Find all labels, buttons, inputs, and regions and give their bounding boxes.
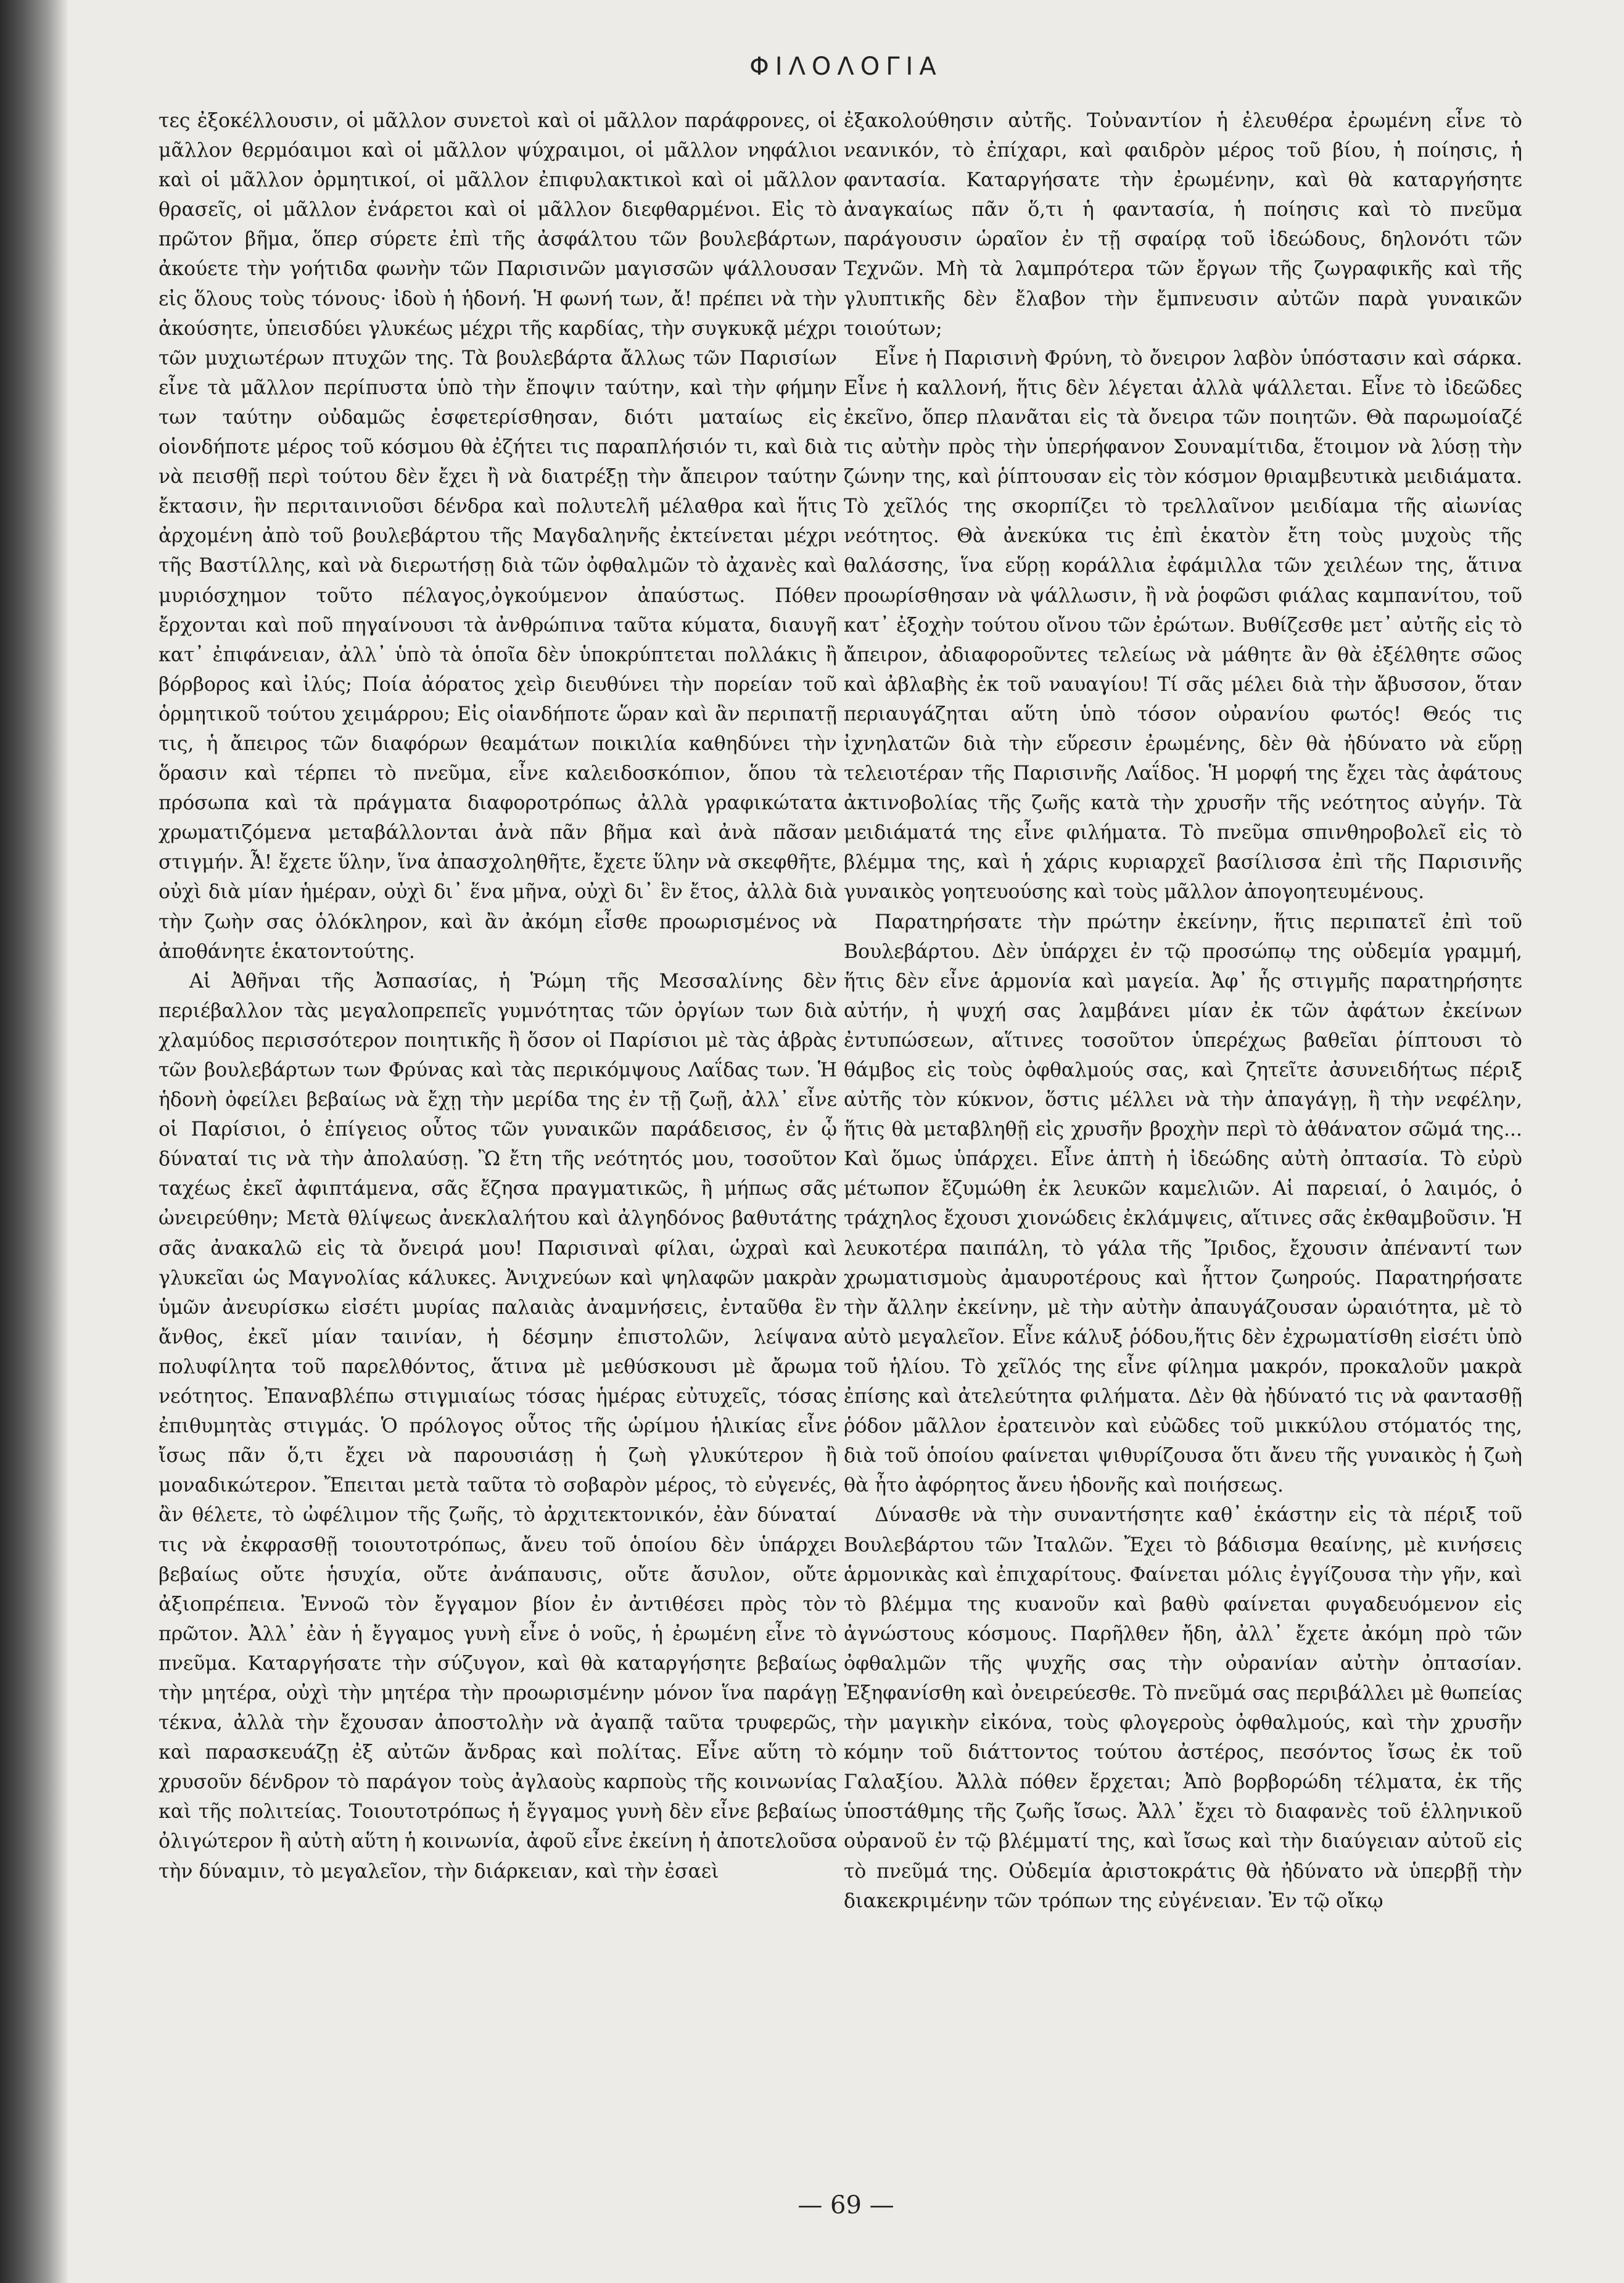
right-column xyxy=(844,106,1522,1916)
paragraph: τες ἐξοκέλλουσιν, οἱ μᾶλλον συνετοὶ καὶ οἱ μᾶλλον παράφρονες, οἱ μᾶλλον θερμόαιμοι καὶ οἱ μᾶλλον ψύχραιμοι, οἱ μᾶλλον νηφάλιοι καὶ οἱ μᾶλλον ὀρμητικοί, οἱ μᾶλλον ἐπιφυλακτικοὶ καὶ οἱ μᾶλλον θρασεῖς, οἱ μᾶλλον ἐνάρετοι καὶ οἱ μᾶλλον διεφθαρμένοι. Εἰς τὸ πρῶτον βῆμα, ὅπερ σύρετε ἐπὶ τῆς ἀσφάλτου τῶν βουλεβάρτων, ἀκούετε τὴν γοήτιδα φωνὴν τῶν Παρισινῶν μαγισσῶν ψάλλουσαν εἰς ὅλους τοὺς τόνους· ἰδοὺ ἡ ἡδονή. Ἡ φωνή των, ἄ! πρέπει νὰ τὴν ἀκούσητε, ὑπεισδύει γλυκέως μέχρι τῆς καρδίας, τὴν συγκυκᾷ μέχρι τῶν μυχιωτέρων πτυχῶν της. Τὰ βουλεβάρτα ἄλλως τῶν Παρισίων εἶνε τὰ μᾶλλον περίπυστα ὑπὸ τὴν ἔποψιν ταύτην, καὶ τὴν φήμην των ταύτην οὐδαμῶς ἐσφετερίσθησαν, διότι ματαίως εἰς οἱονδήποτε μέρος τοῦ κόσμου θὰ ἐζήτει τις παραπλήσιόν τι, καὶ διὰ νὰ πεισθῇ περὶ τούτου δὲν ἔχει ἢ νὰ διατρέξῃ τὴν ἄπειρον ταύτην ἔκτασιν, ἣν περιταινιοῦσι δένδρα καὶ πολυτελῆ μέλαθρα καὶ ἥτις ἀρχομένη ἀπὸ τοῦ βουλεβάρτου τῆς Μαγδαληνῆς ἐκτείνεται μέχρι τῆς Βαστίλλης, καὶ νὰ διερωτήσῃ διὰ τῶν ὀφθαλμῶν τὸ ἀχανὲς καὶ μυριόσχημον τοῦτο πέλαγος,ὀγκούμενον ἀπαύστως. Πόθεν ἔρχονται καὶ ποῦ πηγαίνουσι τὰ ἀνθρώπινα ταῦτα κύματα, διαυγῆ κατ᾽ ἐπιφάνειαν, ἀλλ᾽ ὑπὸ τὰ ὁποῖα δὲν ὑποκρύπτεται πολλάκις ἢ βόρβορος καὶ ἰλύς; Ποία ἀόρατος χεὶρ διευθύνει τὴν πορείαν τοῦ ὁρμητικοῦ τούτου χειμάρρου; Εἰς οἱανδήποτε ὥραν καὶ ἂν περιπατῇ τις, ἡ ἄπειρος τῶν διαφόρων θεαμάτων ποικιλία καθηδύνει τὴν ὅρασιν καὶ τέρπει τὸ πνεῦμα, εἶνε καλειδοσκόπιον, ὅπου τὰ πρόσωπα καὶ τὰ πράγματα διαφοροτρόπως ἀλλὰ γραφικώτατα χρωματιζόμενα μεταβάλλονται ἀνὰ πᾶν βῆμα καὶ ἀνὰ πᾶσαν στιγμήν. Ἆ! ἔχετε ὕλην, ἵνα ἀπασχοληθῆτε, ἔχετε ὕλην νὰ σκεφθῆτε, οὐχὶ διὰ μίαν ἡμέραν, οὐχὶ δι᾽ ἕνα μῆνα, οὐχὶ δι᾽ ἓν ἔτος, ἀλλὰ διὰ τὴν ζωὴν σας ὁλόκληρον, καὶ ἂν ἀκόμη εἶσθε προωρισμένος νὰ ἀποθάνητε ἑκατοντούτης. xyxy=(159,110,837,963)
paragraph: Εἶνε ἡ Παρισινὴ Φρύνη, τὸ ὄνειρον λαβὸν ὑπόστασιν καὶ σάρκα. Εἶνε ἡ καλλονή, ἥτις δὲν λέγεται ἀλλὰ ψάλλεται. Εἶνε τὸ ἰδεῶδες ἐκεῖνο, ὅπερ πλανᾶται εἰς τὰ ὄνειρα τῶν ποιητῶν. Θὰ παρωμοίαζέ τις αὐτὴν πρὸς τὴν ὑπερήφανον Σουναμίτιδα, ἕτοιμον νὰ λύσῃ τὴν ζώνην της, καὶ ῥίπτουσαν εἰς τὸν κόσμον θριαμβευτικὰ μειδιάματα. Τὸ χεῖλός της σκορπίζει τὸ τρελλαῖνον μειδίαμα τῆς αἰωνίας νεότητος. Θὰ ἀνεκύκα τις ἐπὶ ἑκατὸν ἔτη τοὺς μυχοὺς τῆς θαλάσσης, ἵνα εὕρῃ κοράλλια ἐφάμιλλα τῶν χειλέων της, ἅτινα προωρίσθησαν νὰ ψάλλωσιν, ἢ νὰ ῥοφῶσι φιάλας καμπανίτου, τοῦ κατ᾽ ἐξοχὴν τούτου οἴνου τῶν ἐρώτων. Βυθίζεσθε μετ᾽ αὐτῆς εἰς τὸ ἄπειρον, ἀδιαφοροῦντες τελείως νὰ μάθητε ἂν θὰ ἐξέλθητε σῶος καὶ ἀβλαβὴς ἐκ τοῦ ναυαγίου! Τί σᾶς μέλει διὰ τὴν ἄβυσσον, ὅταν περιαυγάζηται αὕτη ὑπὸ τόσον οὐρανίου φωτός! Θεός τις ἰχνηλατῶν διὰ τὴν εὕρεσιν ἐρωμένης, δὲν θὰ ἠδύνατο νὰ εὕρῃ τελειοτέραν τῆς Παρισινῆς Λαΐδος. Ἡ μορφή της ἔχει τὰς ἀφάτους ἀκτινοβολίας τῆς ζωῆς κατὰ τὴν χρυσῆν τῆς νεότητος αὐγήν. Τὰ μειδιάματά της εἶνε φιλήματα. Τὸ πνεῦμα σπινθηροβολεῖ εἰς τὸ βλέμμα της, καὶ ἡ χάρις κυριαρχεῖ βασίλισσα ἐπὶ τῆς Παρισινῆς γυναικὸς γοητευούσης καὶ τοὺς μᾶλλον ἀπογοητευμένους. xyxy=(844,347,1522,904)
paragraph: Αἱ Ἀθῆναι τῆς Ἀσπασίας, ἡ Ῥώμη τῆς Μεσσαλίνης δὲν περιέβαλλον τὰς μεγαλοπρεπεῖς γυμνότητας τῶν ὀργίων των διὰ χλαμύδος περισσότερον ποιητικῆς ἢ ὅσον οἱ Παρίσιοι μὲ τὰς ἁβρὰς τῶν βουλεβάρτων των Φρύνας καὶ τὰς περικόμψους Λαΐδας των. Ἡ ἡδονὴ ὀφείλει βεβαίως νὰ ἔχῃ τὴν μερίδα της ἐν τῇ ζωῇ, ἀλλ᾽ εἶνε οἱ Παρίσιοι, ὁ ἐπίγειος οὗτος τῶν γυναικῶν παράδεισος, ἐν ᾧ δύναταί τις νὰ τὴν ἀπολαύσῃ. Ὢ ἔτη τῆς νεότητός μου, τοσοῦτον ταχέως ἐκεῖ ἀφιπτάμενα, σᾶς ἔζησα πραγματικῶς, ἢ μήπως σᾶς ὠνειρεύθην; Μετὰ θλίψεως ἀνεκλαλήτου καὶ ἀλγηδόνος βαθυτάτης σᾶς ἀνακαλῶ εἰς τὰ ὄνειρά μου! Παρισιναὶ φίλαι, ὡχραὶ καὶ γλυκεῖαι ὡς Μαγνολίας κάλυκες. Ἀνιχνεύων καὶ ψηλαφῶν μακρὰν ὑμῶν ἀνευρίσκω εἰσέτι μυρίας παλαιὰς ἀναμνήσεις, ἐνταῦθα ἓν ἄνθος, ἐκεῖ μίαν ταινίαν, ἡ δέσμην ἐπιστολῶν, λείψανα πολυφίλητα τοῦ παρελθόντος, ἅτινα μὲ μεθύσκουσι μὲ ἄρωμα νεότητος. Ἐπαναβλέπω στιγμιαίως τόσας ἡμέρας εὐτυχεῖς, τόσας ἐπιθυμητὰς στιγμάς. Ὁ πρόλογος οὗτος τῆς ὡρίμου ἡλικίας εἶνε ἴσως πᾶν ὅ,τι ἔχει νὰ παρουσιάσῃ ἡ ζωὴ γλυκύτερον ἢ μοναδικώτερον. Ἔπειται μετὰ ταῦτα τὸ σοβαρὸν μέρος, τὸ εὐγενές, ἂν θέλετε, τὸ ὠφέλιμον τῆς ζωῆς, τὸ ἀρχιτεκτονικόν, ἐὰν δύναταί τις νὰ ἐκφρασθῇ τοιουτοτρόπως, ἄνευ τοῦ ὁποίου δὲν ὑπάρχει βεβαίως οὔτε ἡσυχία, οὔτε ἀνάπαυσις, οὔτε ἄσυλον, οὔτε ἀξιοπρέπεια. Ἐννοῶ τὸν ἔγγαμον βίον ἐν ἀντιθέσει πρὸς τὸν πρῶτον. Ἀλλ᾽ ἐὰν ἡ ἔγγαμος γυνὴ εἶνε ὁ νοῦς, ἡ ἐρωμένη εἶνε τὸ πνεῦμα. Καταργήσατε τὴν σύζυγον, καὶ θὰ καταργήσητε βεβαίως τὴν μητέρα, οὐχὶ τὴν μητέρα τὴν προωρισμένην μόνον ἵνα παράγῃ τέκνα, ἀλλὰ τὴν ἔχουσαν ἀποστολὴν νὰ ἀγαπᾷ ταῦτα τρυφερῶς, καὶ παρασκευάζῃ ἐξ αὐτῶν ἄνδρας καὶ πολίτας. Εἶνε αὕτη τὸ χρυσοῦν δένδρον τὸ παράγον τοὺς ἀγλαοὺς καρποὺς τῆς κοινωνίας καὶ τῆς πολιτείας. Τοιουτοτρόπως ἡ ἔγγαμος γυνὴ δὲν εἶνε βεβαίως ὀλιγώτερον ἢ αὐτὴ αὕτη ἡ κοινωνία, ἀφοῦ εἶνε ἐκείνη ἡ ἀποτελοῦσα τὴν δύναμιν, τὸ μεγαλεῖον, τὴν διάρκειαν, καὶ τὴν ἐσαεὶ xyxy=(159,970,837,1883)
paragraph: Δύνασθε νὰ τὴν συναντήσητε καθ᾽ ἑκάστην εἰς τὰ πέριξ τοῦ Βουλεβάρτου τῶν Ἰταλῶν. Ἔχει τὸ βάδισμα θεαίνης, μὲ κινήσεις ἁρμονικὰς καὶ ἐπιχαρίτους. Φαίνεται μόλις ἐγγίζουσα τὴν γῆν, καὶ τὸ βλέμμα της κυανοῦν καὶ βαθὺ φαίνεται φυγαδευόμενον εἰς ἀγνώστους κόσμους. Παρῆλθεν ἤδη, ἀλλ᾽ ἔχετε ἀκόμη πρὸ τῶν ὀφθαλμῶν τῆς ψυχῆς σας τὴν οὐρανίαν αὐτὴν ὀπτασίαν. Ἐξηφανίσθη καὶ ὀνειρεύεσθε. Τὸ πνεῦμά σας περιβάλλει μὲ θωπείας τὴν μαγικὴν εἰκόνα, τοὺς φλογεροὺς ὀφθαλμούς, καὶ τὴν χρυσῆν κόμην τοῦ διάττοντος τούτου ἀστέρος, πεσόντος ἴσως ἐκ τοῦ Γαλαξίου. Ἀλλὰ πόθεν ἔρχεται; Ἀπὸ βορβορώδη τέλματα, ἐκ τῆς ὑποστάθμης τῆς ζωῆς ἴσως. Ἀλλ᾽ ἔχει τὸ διαφανὲς τοῦ ἑλληνικοῦ οὐρανοῦ ἐν τῷ βλέμματί της, καὶ ἴσως καὶ τὴν διαύγειαν αὐτοῦ εἰς τὸ πνεῦμά της. Οὐδεμία ἀριστοκράτις θὰ ἠδύνατο νὰ ὑπερβῇ τὴν διακεκριμένην τῶν τρόπων της εὐγένειαν. Ἐν τῷ οἴκῳ xyxy=(844,1504,1522,1912)
paragraph: ἐξακολούθησιν αὐτῆς. Τοὐναντίον ἡ ἐλευθέρα ἐρωμένη εἶνε τὸ νεανικόν, τὸ ἐπίχαρι, καὶ φαιδρὸν μέρος τοῦ βίου, ἡ ποίησις, ἡ φαντασία. Καταργήσατε τὴν ἐρωμένην, καὶ θὰ καταργήσητε ἀναγκαίως πᾶν ὅ,τι ἡ φαντασία, ἡ ποίησις καὶ τὸ πνεῦμα παράγουσιν ὡραῖον ἐν τῇ σφαίρᾳ τοῦ ἰδεώδους, δηλονότι τῶν Τεχνῶν. Μὴ τὰ λαμπρότερα τῶν ἔργων τῆς ζωγραφικῆς καὶ τῆς γλυπτικῆς δὲν ἔλαβον τὴν ἔμπνευσιν αὐτῶν παρὰ γυναικῶν τοιούτων; xyxy=(844,110,1522,340)
binding-shadow xyxy=(0,0,68,2283)
left-column xyxy=(159,106,837,1886)
paragraph: Παρατηρήσατε τὴν πρώτην ἐκείνην, ἥτις περιπατεῖ ἐπὶ τοῦ Βουλεβάρτου. Δὲν ὑπάρχει ἐν τῷ προσώπῳ της οὐδεμία γραμμή, ἥτις δὲν εἶνε ἁρμονία καὶ μαγεία. Ἀφ᾽ ἧς στιγμῆς παρατηρήσητε αὐτήν, ἡ ψυχή σας λαμβάνει μίαν ἐκ τῶν ἀφάτων ἐκείνων ἐντυπώσεων, αἵτινες τοσοῦτον ὑπερέχως βαθεῖαι ῥίπτουσι τὸ θάμβος εἰς τοὺς ὀφθαλμούς σας, καὶ ζητεῖτε ἀσυνειδήτως πέριξ αὐτῆς τὸν κύκνον, ὅστις μέλλει νὰ τὴν ἀπαγάγῃ, ἢ τὴν νεφέλην, ἥτις θὰ μεταβληθῇ εἰς χρυσῆν βροχὴν περὶ τὸ ἀθάνατον σῶμά της... Καὶ ὅμως ὑπάρχει. Εἶνε ἁπτὴ ἡ ἰδεώδης αὐτὴ ὀπτασία. Τὸ εὐρὺ μέτωπον ἔζυμώθη ἐκ λευκῶν καμελιῶν. Αἱ παρειαί, ὁ λαιμός, ὁ τράχηλος ἔχουσι χιονώδεις ἐκλάμψεις, αἵτινες σᾶς ἐκθαμβοῦσιν. Ἡ λευκοτέρα παιπάλη, τὸ γάλα τῆς Ἴριδος, ἔχουσιν ἀπέναντί των χρωματισμοὺς ἀμαυροτέρους καὶ ἧττον ζωηρούς. Παρατηρήσατε τὴν ἄλλην ἐκείνην, μὲ τὴν αὐτὴν ἀπαυγάζουσαν ὡραιότητα, μὲ τὸ αὐτὸ μεγαλεῖον. Εἶνε κάλυξ ῥόδου,ἥτις δὲν ἐχρωματίσθη εἰσέτι ὑπὸ τοῦ ἡλίου. Τὸ χεῖλός της εἶνε φίλημα μακρόν, προκαλοῦν μακρὰ ἐπίσης καὶ ἀτελεύτητα φιλήματα. Δὲν θὰ ἠδύνατό τις νὰ φαντασθῇ ῥόδον μᾶλλον ἐρατεινὸν καὶ εὐῶδες τοῦ μικκύλου στόματός της, διὰ τοῦ ὁποίου φαίνεται ψιθυρίζουσα ὅτι ἄνευ τῆς γυναικὸς ἡ ζωὴ θὰ ἦτο ἀφόρητος ἄνευ ἡδονῆς καὶ ποιήσεως. xyxy=(844,910,1522,1497)
running-head: ΦΙΛΟΛΟΓΙΑ xyxy=(749,52,942,81)
page-number: — 69 — xyxy=(798,2191,894,2219)
book-page xyxy=(68,0,1624,2283)
